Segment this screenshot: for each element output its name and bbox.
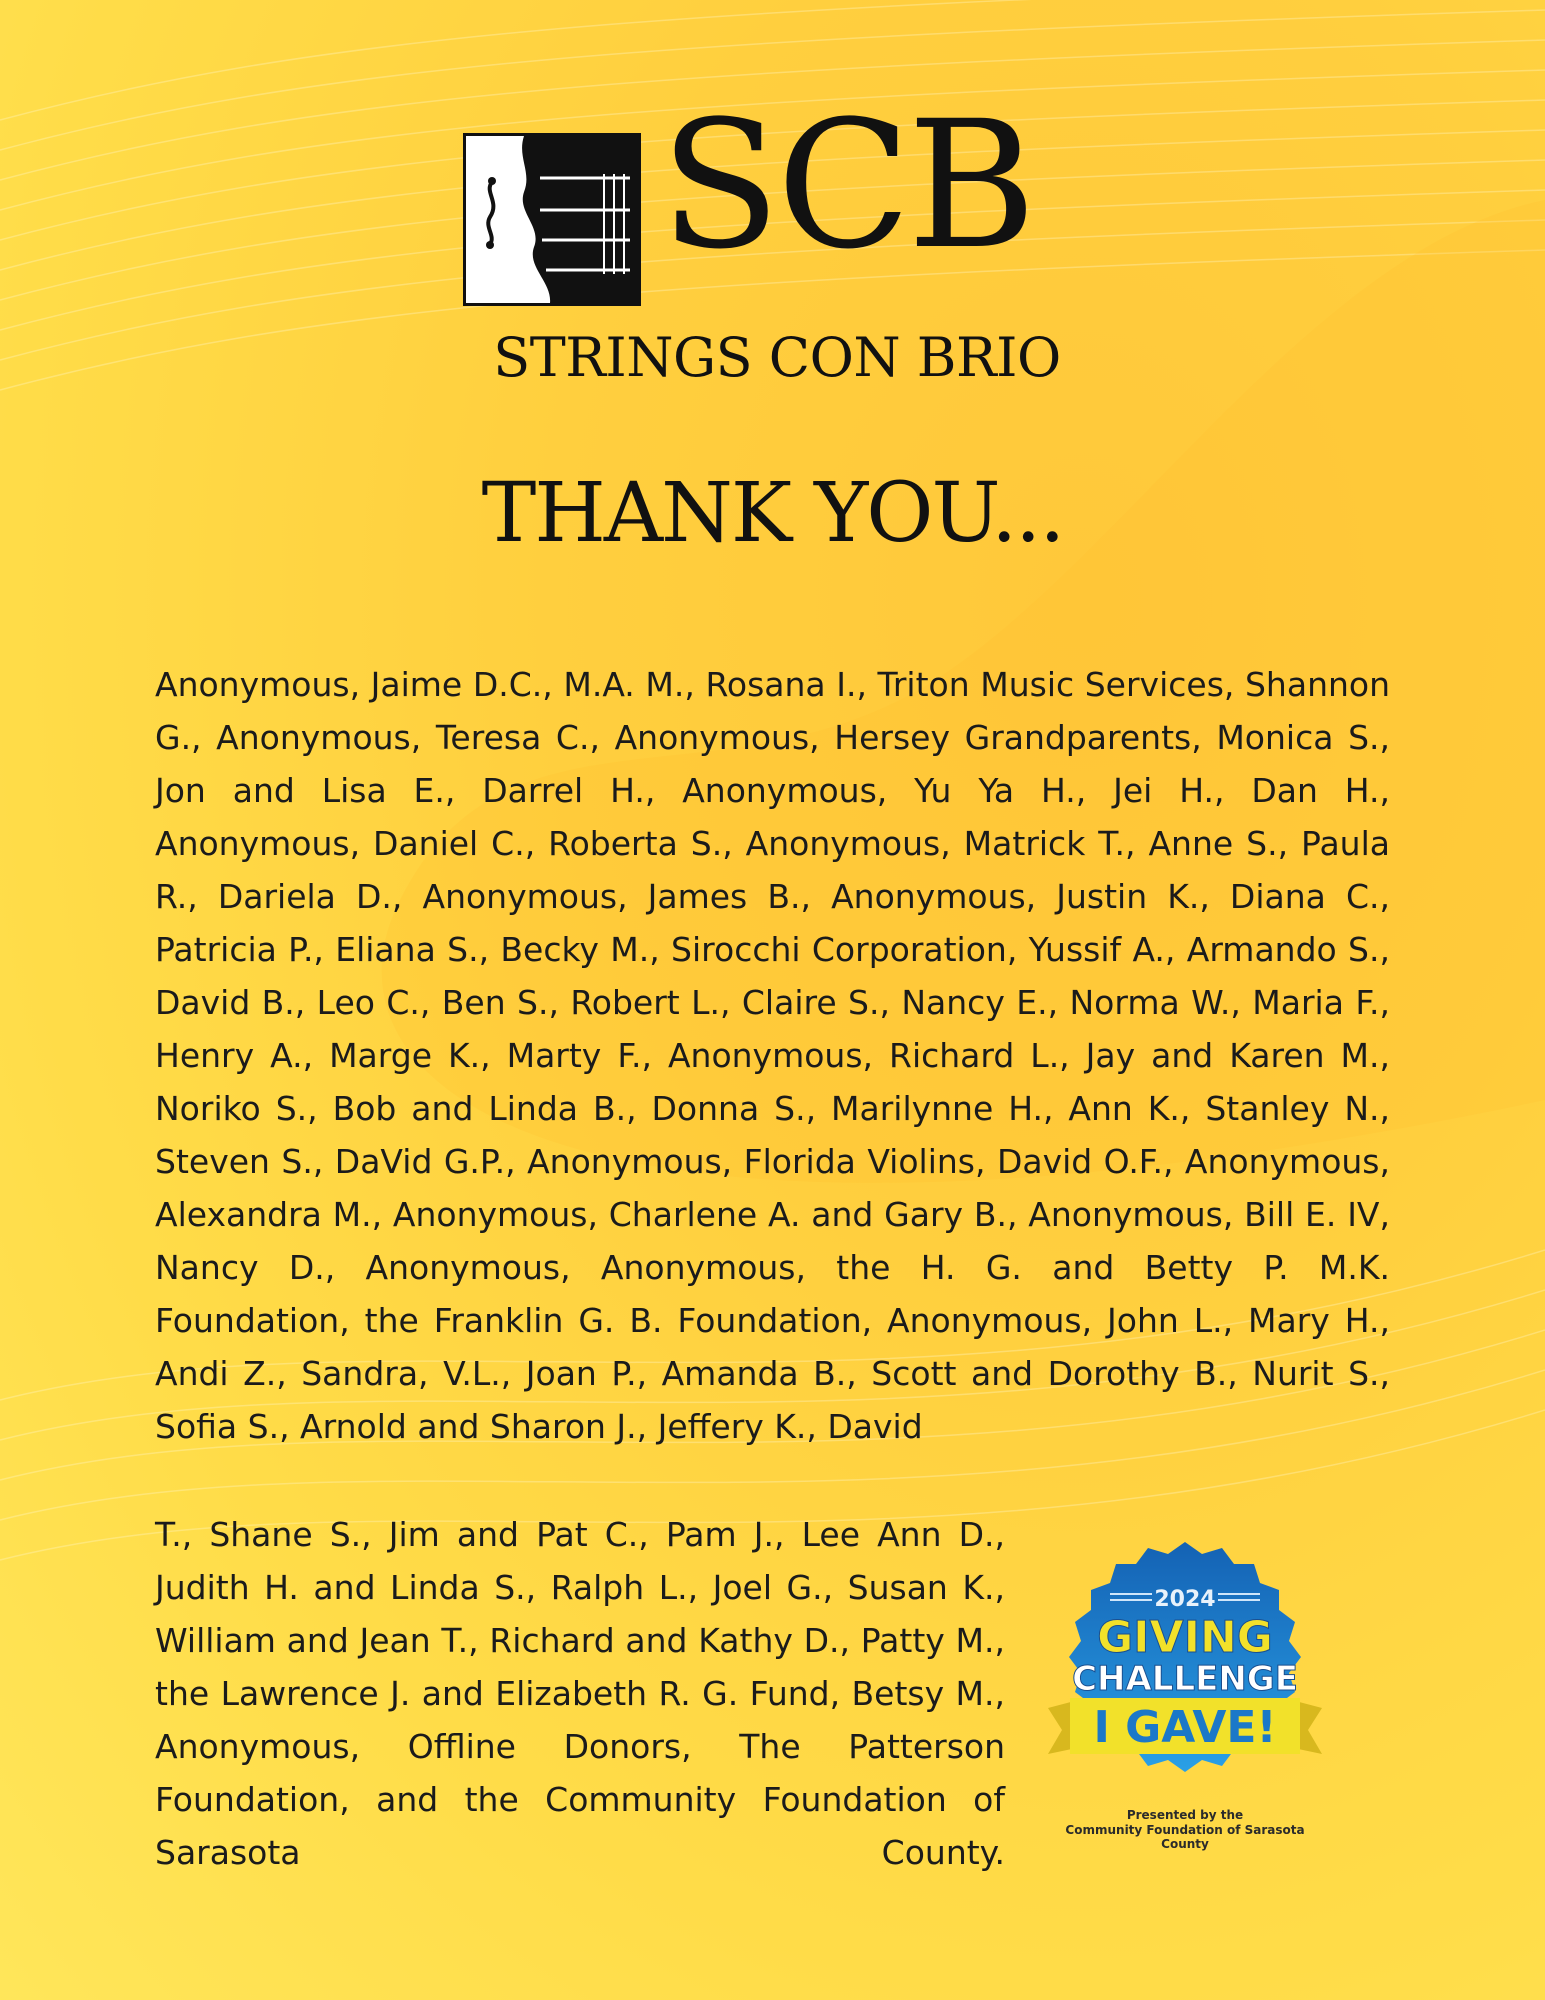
violin-scroll-logo-icon: [462, 132, 642, 307]
page-title: THANK YOU...: [481, 466, 1064, 561]
logo-abbreviation: SCB: [660, 83, 1033, 288]
badge-presented-by: Presented by the: [1126, 1808, 1244, 1822]
logo-name: STRINGS CON BRIO: [493, 326, 1061, 389]
giving-challenge-badge: [1040, 1540, 1330, 1850]
scb-logo: [462, 83, 1092, 389]
badge-seal-icon: [1040, 1540, 1330, 1810]
badge-year: 2024: [1154, 1587, 1216, 1612]
donor-list-top: Anonymous, Jaime D.C., M.A. M., Rosana I., Triton Music Services, Shannon G., Anonymous, Teresa C., Anonymous, Hersey Grandparents, Monica S., Jon and Lisa E., Darrel H., Anonymous, Yu Ya H., Jei H., Dan H., Anonymous, Daniel C., Roberta S., Anonymous, Matrick T., Anne S., Paula R., Dariela D., Anonymous, James B., Anonymous, Justin K., Diana C., Patricia P., Eliana S., Becky M., Sirocchi Corporation, Yussif A., Armando S., David B., Leo C., Ben S., Robert L., Claire S., Nancy E., Norma W., Maria F., Henry A., Marge K., Marty F., Anonymous, Richard L., Jay and Karen M., Noriko S., Bob and Linda B., Donna S., Marilynne H., Ann K., Stanley N., Steven S., DaVid G.P., Anonymous, Florida Violins, David O.F., Anonymous, Alexandra M., Anonymous, Charlene A. and Gary B., Anonymous, Bill E. IV, Nancy D., Anonymous, Anonymous, the H. G. and Betty P. M.K. Foundation, the Franklin G. B. Foundation, Anonymous, John L., Mary H., Andi Z., Sandra, V.L., Joan P., Amanda B., Scott and Dorothy B., Nurit S., Sofia S., Arnold and Sharon J., Jeffery K., David: [155, 665, 1390, 1446]
donor-list-bottom: T., Shane S., Jim and Pat C., Pam J., Lee Ann D., Judith H. and Linda S., Ralph L., Joel G., Susan K., William and Jean T., Richard and Kathy D., Patty M., the Lawrence J. and Elizabeth R. G. Fund, Betsy M., Anonymous, Offline Donors, The Patterson Foundation, and the Community Foundation of Sarasota County.: [155, 1515, 1005, 1872]
badge-line2: CHALLENGE: [1072, 1659, 1298, 1699]
badge-ribbon: I GAVE!: [1093, 1702, 1277, 1753]
badge-line1: GIVING: [1097, 1612, 1273, 1663]
badge-presenter: Community Foundation of Sarasota County: [1065, 1823, 1305, 1851]
